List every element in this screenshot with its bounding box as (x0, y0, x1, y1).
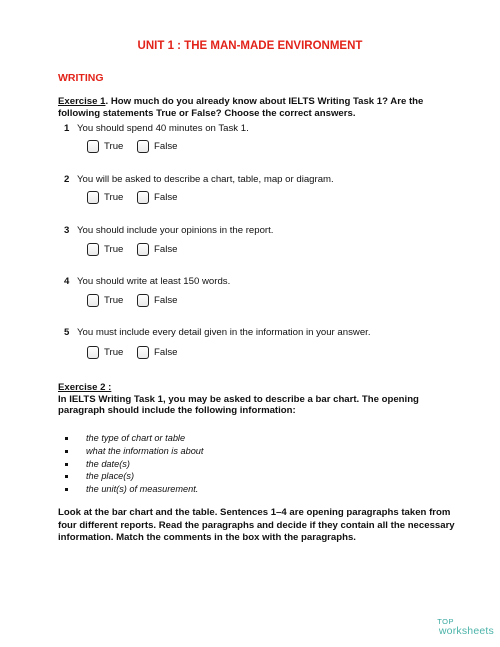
true-label: True (104, 141, 124, 152)
exercise-1-instructions (58, 96, 453, 119)
section-heading: WRITING (58, 72, 104, 84)
question-1 (64, 123, 464, 134)
list-item: the unit(s) of measurement. (64, 483, 203, 496)
checkbox-icon[interactable] (87, 140, 99, 153)
instructions-paragraph: Look at the bar chart and the table. Sentences 1–4 are opening paragraphs taken from four different reports. Read the paragraphs and decide if they contain all the necessary information. Match the comments in the box with the paragraphs. (58, 507, 455, 544)
logo-top-text: TOP (437, 617, 454, 626)
question-number: 5 (64, 327, 70, 338)
false-label: False (154, 141, 178, 152)
false-label: False (154, 244, 178, 255)
true-label: True (104, 295, 124, 306)
false-label: False (154, 192, 178, 203)
false-label: False (154, 347, 178, 358)
exercise-1-label: Exercise 1 (58, 96, 106, 107)
question-number: 3 (64, 225, 70, 236)
list-item: what the information is about (64, 445, 203, 458)
list-item: the type of chart or table (64, 432, 203, 445)
question-5 (64, 327, 464, 338)
question-number: 1 (64, 123, 70, 134)
question-4 (64, 276, 464, 287)
checkbox-icon[interactable] (87, 243, 99, 256)
question-number: 2 (64, 174, 70, 185)
exercise-2-label: Exercise 2 : (58, 382, 112, 393)
checkbox-icon[interactable] (87, 294, 99, 307)
checkbox-icon[interactable] (87, 191, 99, 204)
exercise-2-block (58, 382, 458, 417)
list-item: the date(s) (64, 458, 203, 471)
question-text: You should spend 40 minutes on Task 1. (77, 123, 249, 134)
list-item: the place(s) (64, 470, 203, 483)
exercise-2-intro: In IELTS Writing Task 1, you may be asked to describe a bar chart. The opening paragraph should include the following information: (58, 393, 419, 417)
question-text: You should include your opinions in the report. (77, 225, 274, 236)
true-label: True (104, 192, 124, 203)
bullet-list (64, 432, 203, 496)
question-text: You must include every detail given in the information in your answer. (77, 327, 371, 338)
false-label: False (154, 295, 178, 306)
question-text: You should write at least 150 words. (77, 276, 231, 287)
exercise-1-text: . How much do you already know about IELTS Writing Task 1? Are the following statements True or False? Choose the correct answers. (58, 96, 424, 119)
logo-name-text: worksheets (438, 625, 494, 637)
true-label: True (104, 244, 124, 255)
page-title: UNIT 1 : THE MAN-MADE ENVIRONMENT (137, 40, 363, 52)
question-2 (64, 174, 464, 185)
checkbox-icon[interactable] (137, 191, 149, 204)
checkbox-icon[interactable] (137, 140, 149, 153)
checkbox-icon[interactable] (137, 346, 149, 359)
question-number: 4 (64, 276, 70, 287)
checkbox-icon[interactable] (137, 294, 149, 307)
checkbox-icon[interactable] (87, 346, 99, 359)
question-text: You will be asked to describe a chart, table, map or diagram. (77, 174, 334, 185)
true-label: True (104, 347, 124, 358)
question-3 (64, 225, 464, 236)
checkbox-icon[interactable] (137, 243, 149, 256)
